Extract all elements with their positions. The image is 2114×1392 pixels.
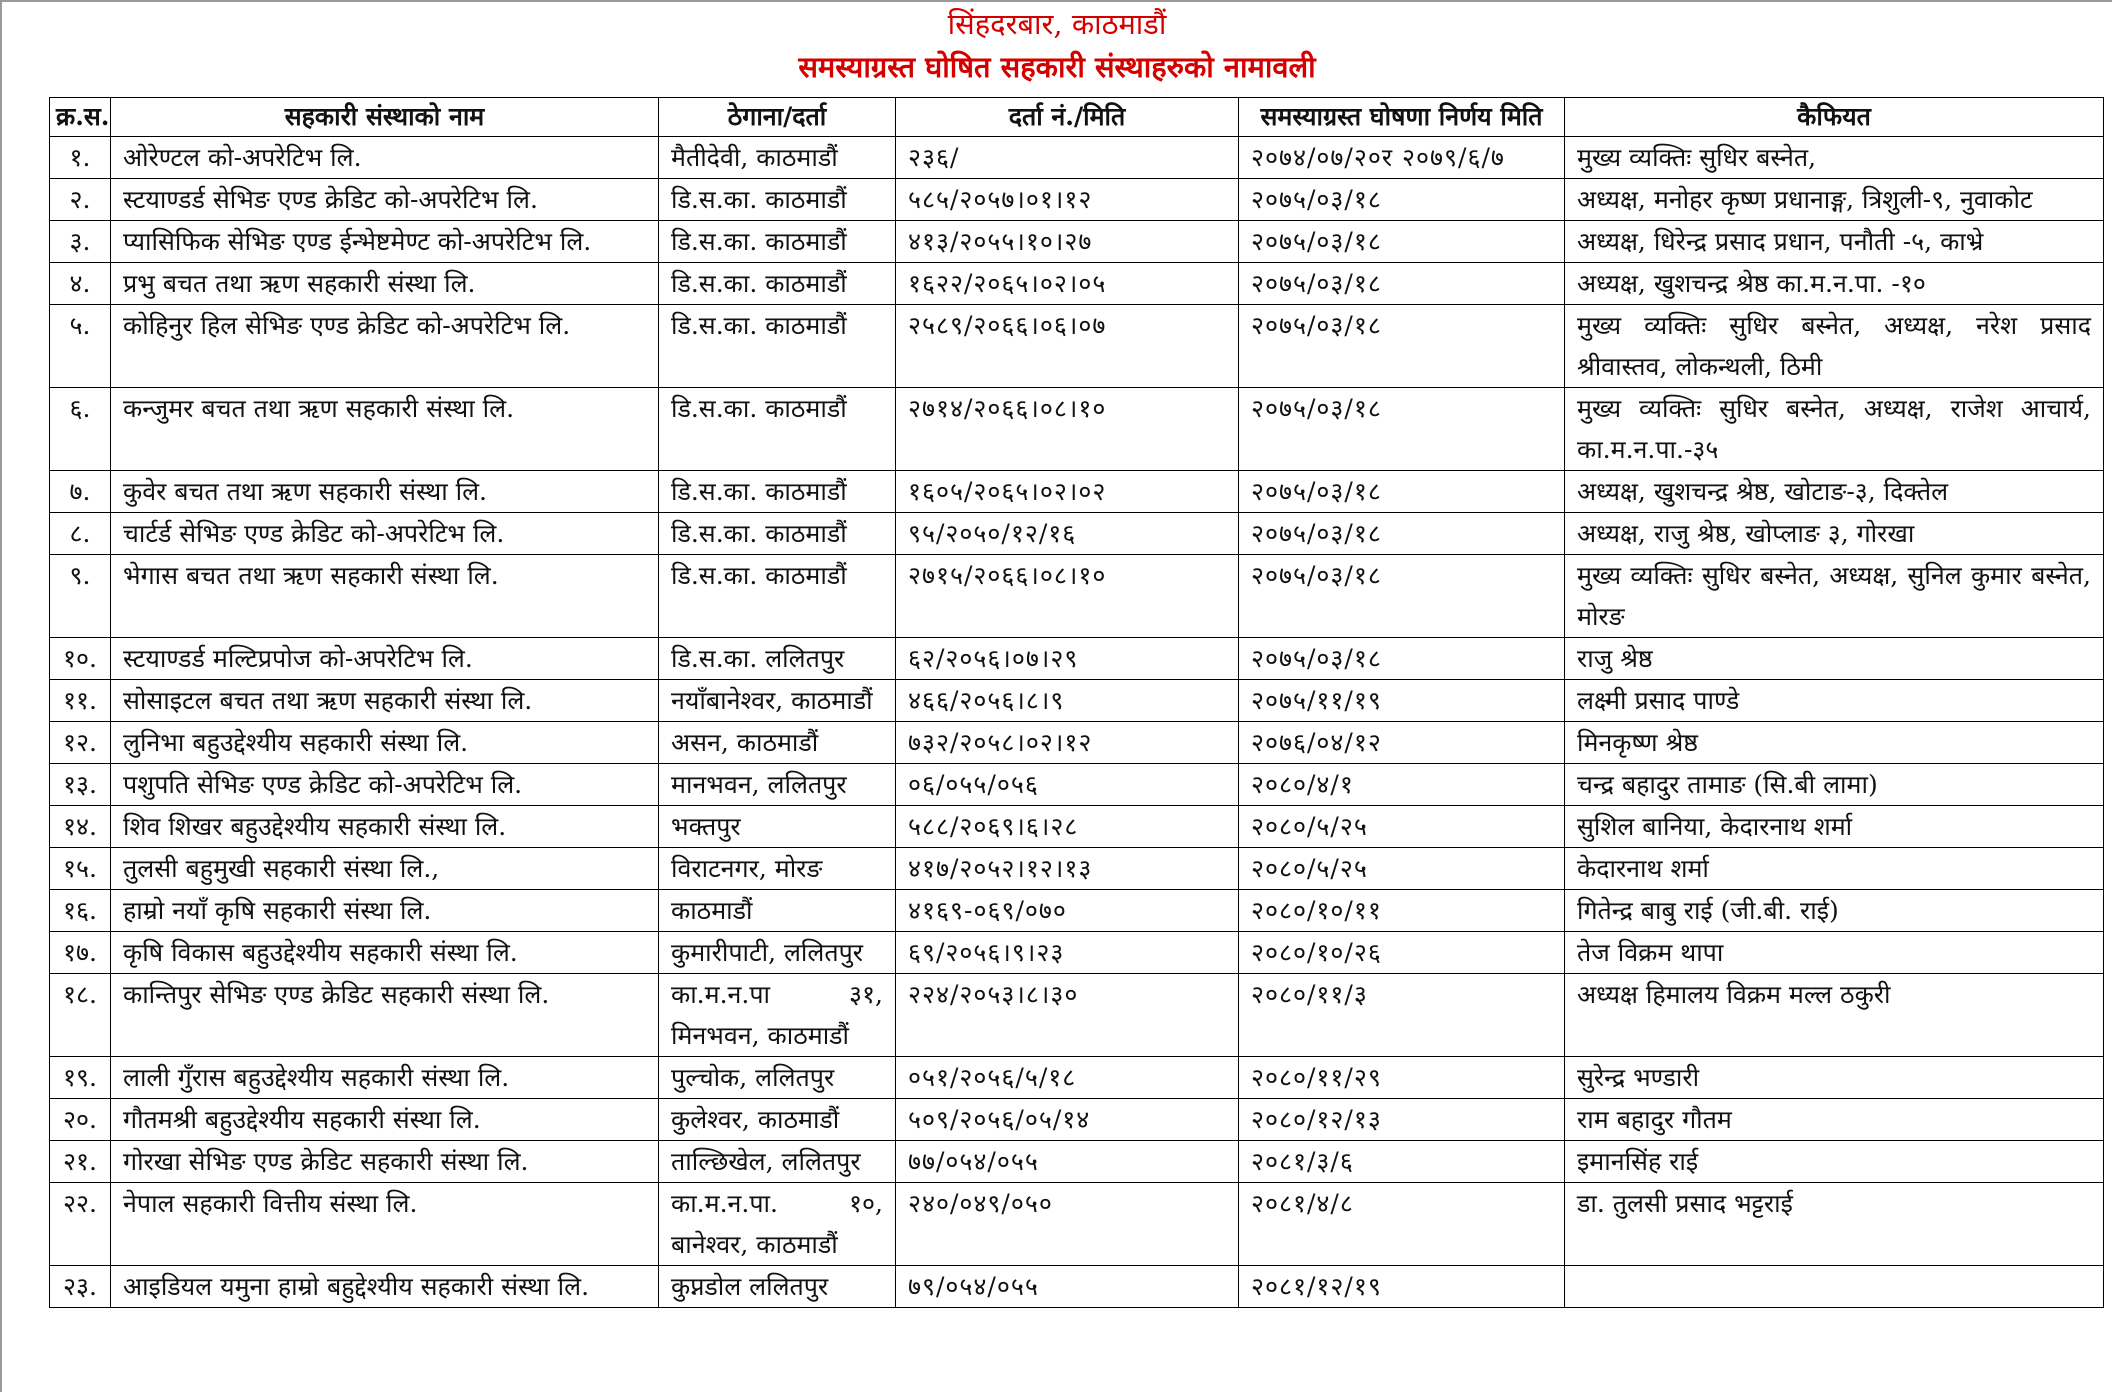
cell-registration: ६९/२०५६।९।२३ — [896, 932, 1239, 974]
cell-sn: ८. — [50, 513, 111, 555]
table-row — [50, 513, 2104, 555]
cell-remarks: मुख्य व्यक्तिः सुधिर बस्नेत, अध्यक्ष, राजेश आचार्य, का.म.न.पा.-३५ — [1565, 388, 2104, 471]
table-row — [50, 848, 2104, 890]
cell-remarks: अध्यक्ष, धिरेन्द्र प्रसाद प्रधान, पनौती -५, काभ्रे — [1565, 221, 2104, 263]
table-row — [50, 680, 2104, 722]
cell-decision-date: २०८०/५/२५ — [1239, 848, 1565, 890]
cell-sn: ९. — [50, 555, 111, 638]
cell-name: लाली गुँरास बहुउद्देश्यीय सहकारी संस्था लि. — [111, 1057, 659, 1099]
cell-decision-date: २०८०/५/२५ — [1239, 806, 1565, 848]
cell-name: कान्तिपुर सेभिङ एण्ड क्रेडिट सहकारी संस्था लि. — [111, 974, 659, 1057]
cell-registration: २७१४/२०६६।०८।१० — [896, 388, 1239, 471]
cell-registration: ९५/२०५०/१२/१६ — [896, 513, 1239, 555]
cell-registration: ५८८/२०६९।६।२८ — [896, 806, 1239, 848]
cell-remarks: सुशिल बानिया, केदारनाथ शर्मा — [1565, 806, 2104, 848]
cell-sn: १४. — [50, 806, 111, 848]
cell-remarks: लक्ष्मी प्रसाद पाण्डे — [1565, 680, 2104, 722]
cell-sn: ५. — [50, 305, 111, 388]
col-header-registration: दर्ता नं./मिति — [896, 98, 1239, 137]
cell-remarks: मुख्य व्यक्तिः सुधिर बस्नेत, अध्यक्ष, नरेश प्रसाद श्रीवास्तव, लोकन्थली, ठिमी — [1565, 305, 2104, 388]
col-header-name: सहकारी संस्थाको नाम — [111, 98, 659, 137]
cell-address: डि.स.का. काठमाडौं — [659, 388, 896, 471]
cell-address: डि.स.का. काठमाडौं — [659, 263, 896, 305]
cell-sn: ६. — [50, 388, 111, 471]
cell-decision-date: २०७५/११/१९ — [1239, 680, 1565, 722]
table-row — [50, 806, 2104, 848]
cell-name: प्यासिफिक सेभिङ एण्ड ईन्भेष्टमेण्ट को-अपरेटिभ लि. — [111, 221, 659, 263]
cell-decision-date: २०८०/११/२९ — [1239, 1057, 1565, 1099]
cell-name: हाम्रो नयाँ कृषि सहकारी संस्था लि. — [111, 890, 659, 932]
cell-registration: ७९/०५४/०५५ — [896, 1266, 1239, 1308]
cell-name: सोसाइटल बचत तथा ऋण सहकारी संस्था लि. — [111, 680, 659, 722]
table-row — [50, 1266, 2104, 1308]
cell-decision-date: २०७५/०३/१८ — [1239, 305, 1565, 388]
cell-sn: १७. — [50, 932, 111, 974]
cell-address: डि.स.का. काठमाडौं — [659, 179, 896, 221]
cell-registration: ५०९/२०५६/०५/१४ — [896, 1099, 1239, 1141]
table-row — [50, 137, 2104, 179]
cell-remarks: डा. तुलसी प्रसाद भट्टराई — [1565, 1183, 2104, 1266]
table-row — [50, 263, 2104, 305]
cell-remarks: राजु श्रेष्ठ — [1565, 638, 2104, 680]
cell-remarks: राम बहादुर गौतम — [1565, 1099, 2104, 1141]
cell-remarks: अध्यक्ष, मनोहर कृष्ण प्रधानाङ्ग, त्रिशुली-९, नुवाकोट — [1565, 179, 2104, 221]
office-location: सिंहदरबार, काठमाडौं — [947, 7, 1167, 41]
cell-name: स्टयाण्डर्ड मल्टिप्रपोज को-अपरेटिभ लि. — [111, 638, 659, 680]
cell-registration: २२४/२०५३।८।३० — [896, 974, 1239, 1057]
cell-address: ताल्छिखेल, ललितपुर — [659, 1141, 896, 1183]
cell-decision-date: २०८०/१०/११ — [1239, 890, 1565, 932]
cell-remarks: सुरेन्द्र भण्डारी — [1565, 1057, 2104, 1099]
cell-decision-date: २०८१/४/८ — [1239, 1183, 1565, 1266]
cell-remarks: चन्द्र बहादुर तामाङ (सि.बी लामा) — [1565, 764, 2104, 806]
cell-address: विराटनगर, मोरङ — [659, 848, 896, 890]
cell-address: कुलेश्वर, काठमाडौं — [659, 1099, 896, 1141]
cell-decision-date: २०७५/०३/१८ — [1239, 221, 1565, 263]
cell-decision-date: २०७५/०३/१८ — [1239, 263, 1565, 305]
cell-address: का.म.न.पा ३१, मिनभवन, काठमाडौं — [659, 974, 896, 1057]
table-row — [50, 555, 2104, 638]
cell-name: कुवेर बचत तथा ऋण सहकारी संस्था लि. — [111, 471, 659, 513]
cell-sn: ११. — [50, 680, 111, 722]
cell-remarks: अध्यक्ष, राजु श्रेष्ठ, खोप्लाङ ३, गोरखा — [1565, 513, 2104, 555]
cell-address: कुप्नडोल ललितपुर — [659, 1266, 896, 1308]
table-row — [50, 1099, 2104, 1141]
table-row — [50, 722, 2104, 764]
cell-sn: २. — [50, 179, 111, 221]
cell-remarks: अध्यक्ष हिमालय विक्रम मल्ल ठकुरी — [1565, 974, 2104, 1057]
cell-name: शिव शिखर बहुउद्देश्यीय सहकारी संस्था लि. — [111, 806, 659, 848]
table-row — [50, 305, 2104, 388]
cell-remarks: गितेन्द्र बाबु राई (जी.बी. राई) — [1565, 890, 2104, 932]
cell-name: प्रभु बचत तथा ऋण सहकारी संस्था लि. — [111, 263, 659, 305]
cell-name: चार्टर्ड सेभिङ एण्ड क्रेडिट को-अपरेटिभ लि. — [111, 513, 659, 555]
cell-registration: ७३२/२०५८।०२।१२ — [896, 722, 1239, 764]
cell-registration: ४१३/२०५५।१०।२७ — [896, 221, 1239, 263]
cell-sn: १८. — [50, 974, 111, 1057]
cell-sn: २२. — [50, 1183, 111, 1266]
cell-decision-date: २०८०/११/३ — [1239, 974, 1565, 1057]
cell-decision-date: २०७५/०३/१८ — [1239, 388, 1565, 471]
cell-registration: २३६/ — [896, 137, 1239, 179]
cell-remarks: तेज विक्रम थापा — [1565, 932, 2104, 974]
table-row — [50, 1057, 2104, 1099]
table-row — [50, 471, 2104, 513]
cell-remarks: केदारनाथ शर्मा — [1565, 848, 2104, 890]
cell-sn: ४. — [50, 263, 111, 305]
cell-decision-date: २०७५/०३/१८ — [1239, 513, 1565, 555]
cell-name: स्टयाण्डर्ड सेभिङ एण्ड क्रेडिट को-अपरेटिभ लि. — [111, 179, 659, 221]
cell-name: आइडियल यमुना हाम्रो बहुद्देश्यीय सहकारी संस्था लि. — [111, 1266, 659, 1308]
cell-registration: २७१५/२०६६।०८।१० — [896, 555, 1239, 638]
cell-registration: १६२२/२०६५।०२।०५ — [896, 263, 1239, 305]
cell-decision-date: २०८१/१२/१९ — [1239, 1266, 1565, 1308]
col-header-sn: क्र.स. — [50, 98, 111, 137]
cell-address: मानभवन, ललितपुर — [659, 764, 896, 806]
cell-name: ओरेण्टल को-अपरेटिभ लि. — [111, 137, 659, 179]
cell-name: कृषि विकास बहुउद्देश्यीय सहकारी संस्था लि. — [111, 932, 659, 974]
cell-decision-date: २०७४/०७/२०र २०७९/६/७ — [1239, 137, 1565, 179]
cell-remarks: अध्यक्ष, खुशचन्द्र श्रेष्ठ का.म.न.पा. -१० — [1565, 263, 2104, 305]
col-header-address: ठेगाना/दर्ता — [659, 98, 896, 137]
cell-decision-date: २०७६/०४/१२ — [1239, 722, 1565, 764]
cell-address: मैतीदेवी, काठमाडौं — [659, 137, 896, 179]
table-row — [50, 1141, 2104, 1183]
cell-registration: ५८५/२०५७।०१।१२ — [896, 179, 1239, 221]
cell-sn: ३. — [50, 221, 111, 263]
cell-sn: १३. — [50, 764, 111, 806]
cell-remarks: अध्यक्ष, खुशचन्द्र श्रेष्ठ, खोटाङ-३, दिक्तेल — [1565, 471, 2104, 513]
cell-address: डि.स.का. काठमाडौं — [659, 305, 896, 388]
table-row — [50, 890, 2104, 932]
cell-address: का.म.न.पा. १०, बानेश्वर, काठमाडौं — [659, 1183, 896, 1266]
cell-address: डि.स.का. काठमाडौं — [659, 471, 896, 513]
cell-registration: १६०५/२०६५।०२।०२ — [896, 471, 1239, 513]
cell-registration: २५८९/२०६६।०६।०७ — [896, 305, 1239, 388]
cell-remarks: इमानसिंह राई — [1565, 1141, 2104, 1183]
cell-registration: ०५१/२०५६/५/१८ — [896, 1057, 1239, 1099]
table-row — [50, 221, 2104, 263]
table-row — [50, 179, 2104, 221]
cell-name: भेगास बचत तथा ऋण सहकारी संस्था लि. — [111, 555, 659, 638]
cell-decision-date: २०७५/०३/१८ — [1239, 555, 1565, 638]
col-header-remarks: कैफियत — [1565, 98, 2104, 137]
table-row — [50, 974, 2104, 1057]
cell-address: कुमारीपाटी, ललितपुर — [659, 932, 896, 974]
cell-decision-date: २०८१/३/६ — [1239, 1141, 1565, 1183]
cell-name: लुनिभा बहुउद्देश्यीय सहकारी संस्था लि. — [111, 722, 659, 764]
cell-address: काठमाडौं — [659, 890, 896, 932]
table-row — [50, 1183, 2104, 1266]
cell-registration: २४०/०४९/०५० — [896, 1183, 1239, 1266]
cell-sn: १२. — [50, 722, 111, 764]
cell-remarks: मुख्य व्यक्तिः सुधिर बस्नेत, अध्यक्ष, सुनिल कुमार बस्नेत, मोरङ — [1565, 555, 2104, 638]
cell-decision-date: २०८०/४/१ — [1239, 764, 1565, 806]
cell-name: कन्जुमर बचत तथा ऋण सहकारी संस्था लि. — [111, 388, 659, 471]
cell-sn: १०. — [50, 638, 111, 680]
table-row — [50, 388, 2104, 471]
cell-name: नेपाल सहकारी वित्तीय संस्था लि. — [111, 1183, 659, 1266]
cell-address: डि.स.का. काठमाडौं — [659, 513, 896, 555]
cell-decision-date: २०७५/०३/१८ — [1239, 471, 1565, 513]
cell-registration: ४१६९-०६९/०७० — [896, 890, 1239, 932]
cell-registration: ४६६/२०५६।८।९ — [896, 680, 1239, 722]
cell-sn: १५. — [50, 848, 111, 890]
cell-address: नयाँबानेश्वर, काठमाडौं — [659, 680, 896, 722]
cell-sn: २३. — [50, 1266, 111, 1308]
table-header-row — [50, 98, 2104, 137]
cell-sn: १९. — [50, 1057, 111, 1099]
cell-address: असन, काठमाडौं — [659, 722, 896, 764]
cell-sn: १६. — [50, 890, 111, 932]
cell-registration: ०६/०५५/०५६ — [896, 764, 1239, 806]
cell-name: पशुपति सेभिङ एण्ड क्रेडिट को-अपरेटिभ लि. — [111, 764, 659, 806]
cell-address: डि.स.का. ललितपुर — [659, 638, 896, 680]
cell-remarks — [1565, 1266, 2104, 1308]
cell-registration: ६२/२०५६।०७।२९ — [896, 638, 1239, 680]
cell-sn: ७. — [50, 471, 111, 513]
cell-sn: २१. — [50, 1141, 111, 1183]
cooperatives-table — [49, 97, 2104, 1308]
cell-sn: १. — [50, 137, 111, 179]
cell-name: कोहिनुर हिल सेभिङ एण्ड क्रेडिट को-अपरेटिभ लि. — [111, 305, 659, 388]
cell-decision-date: २०८०/१०/२६ — [1239, 932, 1565, 974]
cell-address: डि.स.का. काठमाडौं — [659, 221, 896, 263]
cell-sn: २०. — [50, 1099, 111, 1141]
cell-name: गौतमश्री बहुउद्देश्यीय सहकारी संस्था लि. — [111, 1099, 659, 1141]
table-row — [50, 932, 2104, 974]
cell-decision-date: २०८०/१२/१३ — [1239, 1099, 1565, 1141]
col-header-decision-date: समस्याग्रस्त घोषणा निर्णय मिति — [1239, 98, 1565, 137]
cell-address: डि.स.का. काठमाडौं — [659, 555, 896, 638]
cell-remarks: मुख्य व्यक्तिः सुधिर बस्नेत, — [1565, 137, 2104, 179]
table-row — [50, 638, 2104, 680]
document-title: समस्याग्रस्त घोषित सहकारी संस्थाहरुको नामावली — [798, 50, 1316, 84]
table-row — [50, 764, 2104, 806]
cell-address: भक्तपुर — [659, 806, 896, 848]
cell-name: तुलसी बहुमुखी सहकारी संस्था लि., — [111, 848, 659, 890]
cell-registration: ७७/०५४/०५५ — [896, 1141, 1239, 1183]
cell-name: गोरखा सेभिङ एण्ड क्रेडिट सहकारी संस्था लि. — [111, 1141, 659, 1183]
cell-registration: ४१७/२०५२।१२।१३ — [896, 848, 1239, 890]
cell-decision-date: २०७५/०३/१८ — [1239, 638, 1565, 680]
cell-address: पुल्चोक, ललितपुर — [659, 1057, 896, 1099]
cell-decision-date: २०७५/०३/१८ — [1239, 179, 1565, 221]
cell-remarks: मिनकृष्ण श्रेष्ठ — [1565, 722, 2104, 764]
